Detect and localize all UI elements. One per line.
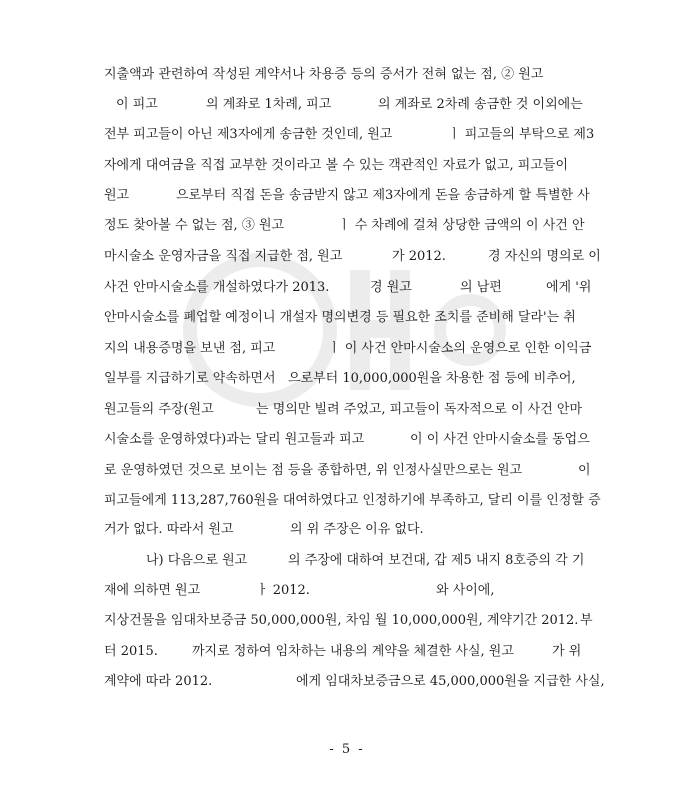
text-segment: 가 2012. xyxy=(392,249,446,264)
text-segment: 정도 찾아볼 수 없는 점, ③ 원고 xyxy=(104,218,285,233)
text-line xyxy=(0,399,694,421)
text-segment: 는 명의만 빌려 주었고, 피고들이 독자적으로 이 사건 안마 xyxy=(256,402,583,417)
text-segment: 재에 의하면 원고 xyxy=(104,583,201,598)
text-segment: ㅣ 피고들의 부탁으로 제3 xyxy=(448,127,595,142)
text-line xyxy=(0,580,694,602)
text-segment: 에게 임대차보증금으로 45,000,000원을 지급한 사실, xyxy=(296,674,605,689)
text-segment: 이 xyxy=(578,463,591,478)
text-line xyxy=(0,155,694,177)
text-segment: 터 2015. xyxy=(104,644,158,659)
text-line xyxy=(0,429,694,451)
text-segment: 로 운영하였던 것으로 보이는 점 등을 종합하면, 위 인정사실만으로는 원고 xyxy=(104,463,523,478)
text-segment: 까지로 정하여 임차하는 내용의 계약을 체결한 사실, 원고 xyxy=(192,644,514,659)
text-segment: 의 위 주장은 이유 없다. xyxy=(290,522,424,537)
text-segment: 안마시술소를 폐업할 예정이니 개설자 명의변경 등 필요한 조치를 준비해 달라'는 취 xyxy=(104,310,576,325)
text-segment: 의 주장에 대하여 보건대, 갑 제5 내지 8호증의 각 기 xyxy=(288,553,585,568)
text-line xyxy=(0,215,694,237)
text-line xyxy=(0,338,694,360)
text-segment: 거가 없다. 따라서 원고 xyxy=(104,522,234,537)
text-segment: 지상건물을 임대차보증금 50,000,000원, 차임 월 10,000,000원, 계약기간 2012. xyxy=(104,613,579,628)
text-segment: 가 위 xyxy=(552,644,582,659)
text-segment: 나) 다음으로 원고 xyxy=(146,553,248,568)
text-segment: 와 사이에, xyxy=(436,583,495,598)
text-segment: 으로부터 10,000,000원을 차용한 점 등에 비추어, xyxy=(288,371,576,386)
text-segment: 부 xyxy=(580,613,593,628)
text-line xyxy=(0,519,694,541)
text-segment: 자에게 대여금을 직접 교부한 것이라고 볼 수 있는 객관적인 자료가 없고, 피고들이 xyxy=(104,158,569,173)
text-segment: 으로부터 직접 돈을 송금받지 않고 제3자에게 돈을 송금하게 할 특별한 사 xyxy=(176,188,590,203)
text-segment: 지출액과 관련하여 작성된 계약서나 차용증 등의 증서가 전혀 없는 점, ② 원고 xyxy=(104,67,544,82)
text-line xyxy=(0,610,694,632)
page-number: - 5 - xyxy=(329,742,365,757)
text-line xyxy=(0,550,694,572)
text-segment: 경 자신의 명의로 이 xyxy=(488,249,601,264)
text-segment: 경 원고 xyxy=(370,280,412,295)
text-segment: 의 남편 xyxy=(460,280,502,295)
text-line xyxy=(0,124,694,146)
text-line xyxy=(0,185,694,207)
text-segment: 의 계좌로 2차례 송금한 것 이외에는 xyxy=(378,97,583,112)
text-segment: 원고 xyxy=(104,188,130,203)
text-segment: 마시술소 운영자금을 직접 지급한 점, 원고 xyxy=(104,249,343,264)
text-line xyxy=(0,490,694,512)
text-segment: 이 이 사건 안마시술소를 동업으 xyxy=(410,432,590,447)
text-line xyxy=(0,277,694,299)
text-segment: 시술소를 운영하였다)과는 달리 원고들과 피고 xyxy=(104,432,365,447)
text-segment: 전부 피고들이 아닌 제3자에게 송금한 것인데, 원고 xyxy=(104,127,393,142)
text-line xyxy=(0,307,694,329)
text-segment: 원고들의 주장(원고 xyxy=(104,402,214,417)
text-line xyxy=(0,246,694,268)
text-line xyxy=(0,671,694,693)
text-segment: ㅣ 수 차례에 걸쳐 상당한 금액의 이 사건 안 xyxy=(338,218,585,233)
text-segment: 의 계좌로 1차례, 피고 xyxy=(206,97,332,112)
text-segment: 에게 '위 xyxy=(546,280,592,295)
text-line xyxy=(0,368,694,390)
text-segment: 계약에 따라 2012. xyxy=(104,674,213,689)
text-segment: 일부를 지급하기로 약속하면서 xyxy=(104,371,276,386)
text-segment: ㅣ 이 사건 안마시술소의 운영으로 인한 이익금 xyxy=(328,341,592,356)
text-segment: 지의 내용증명을 보낸 점, 피고 xyxy=(104,341,276,356)
text-segment: 사건 안마시술소를 개설하였다가 2013. xyxy=(104,280,330,295)
text-segment: ㅏ 2012. xyxy=(256,583,310,598)
text-line xyxy=(0,460,694,482)
text-segment: 피고들에게 113,287,760원을 대여하였다고 인정하기에 부족하고, 달리 이를 인정할 증 xyxy=(104,493,601,508)
text-line xyxy=(0,641,694,663)
text-line xyxy=(0,94,694,116)
text-line xyxy=(0,64,694,86)
text-segment: 이 피고 xyxy=(116,97,158,112)
